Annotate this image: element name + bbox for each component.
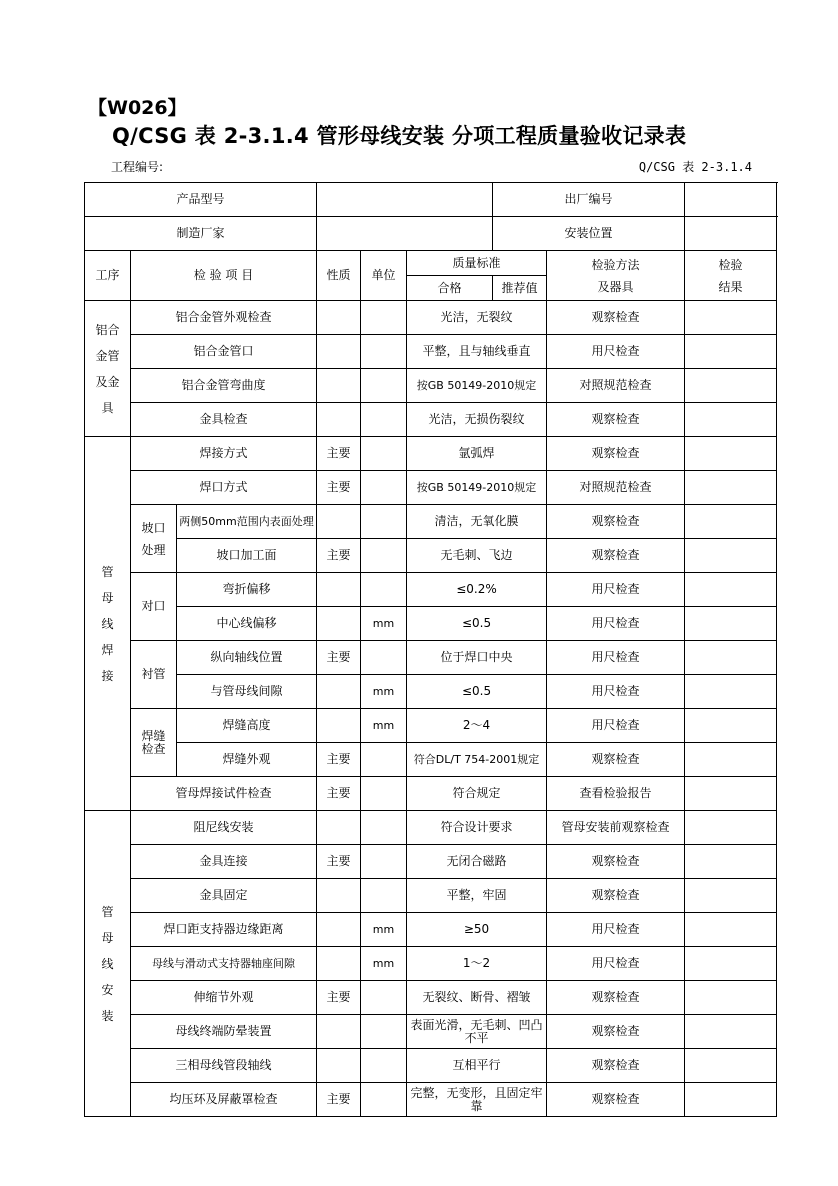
table-row [85, 1015, 777, 1049]
row-nature [317, 301, 361, 335]
inspection-table [84, 182, 777, 1117]
row-unit [361, 1015, 407, 1049]
row-nature: 主要 [317, 539, 361, 573]
row-standard: 光洁，无裂纹 [407, 301, 547, 335]
row-method: 用尺检查 [547, 913, 685, 947]
row-nature [317, 607, 361, 641]
row-method: 用尺检查 [547, 607, 685, 641]
row-method: 观察检查 [547, 743, 685, 777]
subgroup-joint: 对口 [131, 573, 177, 641]
col-result: 检验 结果 [685, 251, 777, 301]
row-standard: 位于焊口中央 [407, 641, 547, 675]
row-result[interactable] [685, 437, 777, 471]
row-nature: 主要 [317, 437, 361, 471]
row-unit [361, 777, 407, 811]
row-method: 用尺检查 [547, 947, 685, 981]
row-nature: 主要 [317, 1083, 361, 1117]
row-nature [317, 675, 361, 709]
row-unit [361, 981, 407, 1015]
factory-no-field[interactable] [685, 183, 777, 217]
row-result[interactable] [685, 981, 777, 1015]
row-nature: 主要 [317, 981, 361, 1015]
info-row [85, 183, 777, 217]
row-result[interactable] [685, 641, 777, 675]
info-row [85, 217, 777, 251]
row-method: 观察检查 [547, 879, 685, 913]
row-method: 用尺检查 [547, 675, 685, 709]
row-item: 伸缩节外观 [131, 981, 317, 1015]
row-method: 观察检查 [547, 505, 685, 539]
row-unit [361, 743, 407, 777]
row-unit: mm [361, 675, 407, 709]
row-standard: 按GB 50149-2010规定 [407, 471, 547, 505]
table-row [85, 369, 777, 403]
table-row [85, 1083, 777, 1117]
install-location-field[interactable] [685, 217, 777, 251]
row-method: 查看检验报告 [547, 777, 685, 811]
row-item: 坡口加工面 [177, 539, 317, 573]
row-unit [361, 1083, 407, 1117]
table-row [85, 573, 777, 607]
row-result[interactable] [685, 811, 777, 845]
page-title: Q/CSG 表 2-3.1.4 管形母线安装 分项工程质量验收记录表 [112, 124, 687, 148]
row-standard: 2～4 [407, 709, 547, 743]
row-nature: 主要 [317, 471, 361, 505]
col-standard: 质量标准 [407, 251, 547, 276]
row-unit [361, 879, 407, 913]
row-result[interactable] [685, 403, 777, 437]
table-row [85, 539, 777, 573]
row-item: 弯折偏移 [177, 573, 317, 607]
row-result[interactable] [685, 845, 777, 879]
row-result[interactable] [685, 539, 777, 573]
group-tube-welding: 管 母 线 焊 接 [85, 437, 131, 811]
table-row [85, 709, 777, 743]
row-item: 母线与滑动式支持器轴座间隙 [131, 947, 317, 981]
row-item: 焊缝外观 [177, 743, 317, 777]
row-nature [317, 879, 361, 913]
row-nature [317, 709, 361, 743]
group-aluminum-tube: 铝合 金管 及金 具 [85, 301, 131, 437]
row-unit [361, 369, 407, 403]
row-item: 金具检查 [131, 403, 317, 437]
row-unit [361, 539, 407, 573]
row-item: 焊口方式 [131, 471, 317, 505]
row-result[interactable] [685, 573, 777, 607]
row-standard: 表面光滑，无毛刺、凹凸不平 [407, 1015, 547, 1049]
row-result[interactable] [685, 369, 777, 403]
row-standard: ≤0.2% [407, 573, 547, 607]
row-standard: 无毛刺、飞边 [407, 539, 547, 573]
row-item: 铝合金管弯曲度 [131, 369, 317, 403]
row-item: 母线终端防晕装置 [131, 1015, 317, 1049]
row-standard: 符合DL/T 754-2001规定 [407, 743, 547, 777]
row-unit: mm [361, 913, 407, 947]
row-standard: ≤0.5 [407, 607, 547, 641]
install-location-label: 安装位置 [493, 217, 685, 251]
row-method: 观察检查 [547, 301, 685, 335]
row-unit: mm [361, 947, 407, 981]
row-item: 管母焊接试件检查 [131, 777, 317, 811]
row-unit [361, 437, 407, 471]
table-row [85, 437, 777, 471]
row-result[interactable] [685, 1083, 777, 1117]
table-row [85, 1049, 777, 1083]
manufacturer-field[interactable] [317, 217, 493, 251]
row-unit [361, 845, 407, 879]
col-method: 检验方法 及器具 [547, 251, 685, 301]
row-method: 管母安装前观察检查 [547, 811, 685, 845]
row-unit [361, 573, 407, 607]
row-result[interactable] [685, 675, 777, 709]
col-process: 工序 [85, 251, 131, 301]
row-nature [317, 505, 361, 539]
row-unit [361, 1049, 407, 1083]
row-nature [317, 403, 361, 437]
row-item: 焊接方式 [131, 437, 317, 471]
row-result[interactable] [685, 879, 777, 913]
subgroup-weld-check: 焊缝 检查 [131, 709, 177, 777]
row-item: 阻尼线安装 [131, 811, 317, 845]
row-method: 用尺检查 [547, 709, 685, 743]
row-item: 焊口距支持器边缘距离 [131, 913, 317, 947]
row-method: 用尺检查 [547, 641, 685, 675]
row-method: 观察检查 [547, 845, 685, 879]
row-standard: 氩弧焊 [407, 437, 547, 471]
manufacturer-label: 制造厂家 [85, 217, 317, 251]
row-nature [317, 947, 361, 981]
row-nature: 主要 [317, 845, 361, 879]
row-result[interactable] [685, 471, 777, 505]
col-qualified: 合格 [407, 276, 493, 301]
subgroup-bevel: 坡口 处理 [131, 505, 177, 573]
row-result[interactable] [685, 947, 777, 981]
table-row [85, 641, 777, 675]
row-standard: 平整，牢固 [407, 879, 547, 913]
col-recommended: 推荐值 [493, 276, 547, 301]
row-item: 均压环及屏蔽罩检查 [131, 1083, 317, 1117]
row-nature [317, 369, 361, 403]
row-standard: 符合设计要求 [407, 811, 547, 845]
row-unit [361, 505, 407, 539]
table-row [85, 777, 777, 811]
row-item: 焊缝高度 [177, 709, 317, 743]
row-item: 金具固定 [131, 879, 317, 913]
row-standard: 平整，且与轴线垂直 [407, 335, 547, 369]
table-row [85, 743, 777, 777]
row-result[interactable] [685, 743, 777, 777]
col-item: 检 验 项 目 [131, 251, 317, 301]
table-row [85, 845, 777, 879]
table-row [85, 913, 777, 947]
header-row [85, 251, 777, 276]
table-row [85, 879, 777, 913]
row-standard: 1～2 [407, 947, 547, 981]
row-result[interactable] [685, 913, 777, 947]
row-nature [317, 1049, 361, 1083]
row-nature [317, 913, 361, 947]
row-result[interactable] [685, 777, 777, 811]
table-row [85, 403, 777, 437]
row-nature: 主要 [317, 641, 361, 675]
row-unit [361, 641, 407, 675]
row-unit [361, 301, 407, 335]
row-method: 对照规范检查 [547, 471, 685, 505]
row-method: 观察检查 [547, 1083, 685, 1117]
row-item: 铝合金管外观检查 [131, 301, 317, 335]
row-standard: 无闭合磁路 [407, 845, 547, 879]
row-result[interactable] [685, 1015, 777, 1049]
row-nature: 主要 [317, 777, 361, 811]
row-result[interactable] [685, 335, 777, 369]
table-row [85, 811, 777, 845]
row-unit [361, 335, 407, 369]
row-standard: 光洁，无损伤裂纹 [407, 403, 547, 437]
row-method: 观察检查 [547, 1015, 685, 1049]
row-result[interactable] [685, 1049, 777, 1083]
table-row [85, 335, 777, 369]
row-standard: 完整，无变形，且固定牢靠 [407, 1083, 547, 1117]
row-standard: 符合规定 [407, 777, 547, 811]
row-method: 观察检查 [547, 981, 685, 1015]
row-method: 用尺检查 [547, 573, 685, 607]
table-row [85, 301, 777, 335]
row-result[interactable] [685, 301, 777, 335]
row-nature [317, 573, 361, 607]
row-result[interactable] [685, 709, 777, 743]
row-item: 纵向轴线位置 [177, 641, 317, 675]
row-standard: 互相平行 [407, 1049, 547, 1083]
row-standard: 清洁，无氧化膜 [407, 505, 547, 539]
product-model-label: 产品型号 [85, 183, 317, 217]
form-code: 【W026】 [88, 97, 187, 119]
row-item: 中心线偏移 [177, 607, 317, 641]
row-method: 对照规范检查 [547, 369, 685, 403]
row-unit: mm [361, 709, 407, 743]
row-item: 与管母线间隙 [177, 675, 317, 709]
row-item: 三相母线管段轴线 [131, 1049, 317, 1083]
row-method: 观察检查 [547, 437, 685, 471]
row-nature: 主要 [317, 743, 361, 777]
table-row [85, 675, 777, 709]
row-method: 观察检查 [547, 1049, 685, 1083]
row-standard: ≥50 [407, 913, 547, 947]
table-row [85, 947, 777, 981]
row-unit [361, 811, 407, 845]
project-no-label: 工程编号: [111, 160, 164, 174]
row-method: 观察检查 [547, 403, 685, 437]
group-tube-installation: 管 母 线 安 装 [85, 811, 131, 1117]
table-row [85, 607, 777, 641]
col-unit: 单位 [361, 251, 407, 301]
form-number: Q/CSG 表 2-3.1.4 [638, 160, 752, 174]
row-result[interactable] [685, 505, 777, 539]
row-standard: 无裂纹、断骨、褶皱 [407, 981, 547, 1015]
subgroup-liner: 衬管 [131, 641, 177, 709]
row-item: 两侧50mm范围内表面处理 [177, 505, 317, 539]
factory-no-label: 出厂编号 [493, 183, 685, 217]
table-row [85, 471, 777, 505]
row-item: 金具连接 [131, 845, 317, 879]
row-unit [361, 403, 407, 437]
row-result[interactable] [685, 607, 777, 641]
row-nature [317, 1015, 361, 1049]
row-nature [317, 811, 361, 845]
row-standard: 按GB 50149-2010规定 [407, 369, 547, 403]
product-model-field[interactable] [317, 183, 493, 217]
table-row [85, 505, 777, 539]
row-method: 用尺检查 [547, 335, 685, 369]
row-method: 观察检查 [547, 539, 685, 573]
table-row [85, 981, 777, 1015]
row-unit: mm [361, 607, 407, 641]
row-item: 铝合金管口 [131, 335, 317, 369]
col-nature: 性质 [317, 251, 361, 301]
row-standard: ≤0.5 [407, 675, 547, 709]
row-nature [317, 335, 361, 369]
row-unit [361, 471, 407, 505]
